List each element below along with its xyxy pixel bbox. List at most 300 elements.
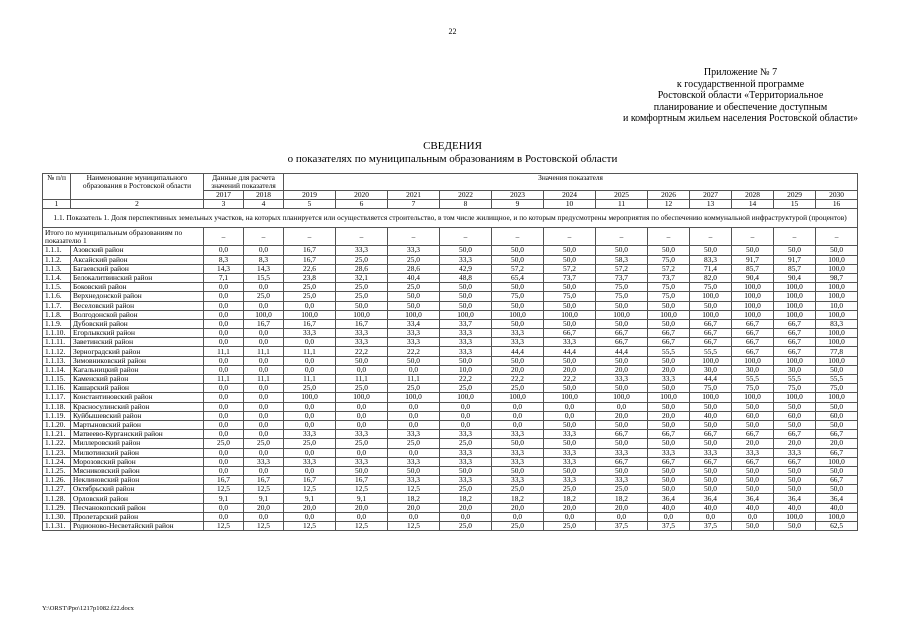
row-value: 50,0	[648, 356, 690, 365]
row-code: 1.1.8.	[43, 310, 71, 319]
row-value: 50,0	[816, 402, 858, 411]
table-row	[43, 430, 858, 439]
row-value: 37,5	[648, 522, 690, 531]
row-value: 16,7	[284, 255, 336, 264]
table-row	[43, 365, 858, 374]
row-value: 33,3	[648, 375, 690, 384]
total-value: –	[648, 228, 690, 246]
row-value: 66,7	[774, 338, 816, 347]
row-value: 25,0	[284, 439, 336, 448]
row-name: Зимовниковский район	[71, 356, 204, 365]
row-value: 100,0	[732, 292, 774, 301]
total-value: –	[204, 228, 244, 246]
total-value: –	[244, 228, 284, 246]
row-value: 0,0	[244, 466, 284, 475]
year-cell: 2018	[244, 191, 284, 200]
row-value: 66,7	[774, 319, 816, 328]
row-code: 1.1.16.	[43, 384, 71, 393]
row-name: Белокалитвинский район	[71, 273, 204, 282]
row-value: 28,6	[336, 264, 388, 273]
row-value: 0,0	[244, 301, 284, 310]
col-number-cell: 13	[690, 200, 732, 209]
row-value: 30,0	[774, 365, 816, 374]
row-value: 50,0	[732, 420, 774, 429]
table-row	[43, 512, 858, 521]
row-name: Матвеево-Курганский район	[71, 430, 204, 439]
row-value: 20,0	[544, 365, 596, 374]
row-value: 33,3	[440, 448, 492, 457]
total-row	[43, 228, 858, 246]
row-value: 100,0	[732, 310, 774, 319]
row-value: 50,0	[388, 356, 440, 365]
row-code: 1.1.24.	[43, 457, 71, 466]
row-value: 66,7	[690, 319, 732, 328]
row-value: 100,0	[440, 393, 492, 402]
table-row	[43, 255, 858, 264]
row-value: 33,3	[440, 329, 492, 338]
row-value: 22,2	[544, 375, 596, 384]
table-row	[43, 246, 858, 255]
row-value: 40,4	[388, 273, 440, 282]
row-value: 9,1	[204, 494, 244, 503]
row-value: 25,0	[544, 522, 596, 531]
row-value: 50,0	[732, 402, 774, 411]
row-value: 66,7	[732, 338, 774, 347]
col-number-cell: 12	[648, 200, 690, 209]
row-value: 30,0	[690, 365, 732, 374]
row-value: 33,3	[336, 329, 388, 338]
col-number-cell: 4	[244, 200, 284, 209]
year-cell: 2019	[284, 191, 336, 200]
row-value: 25,0	[492, 522, 544, 531]
row-value: 36,4	[774, 494, 816, 503]
year-cell: 2026	[648, 191, 690, 200]
row-value: 100,0	[816, 338, 858, 347]
row-value: 33,3	[544, 476, 596, 485]
table-row	[43, 356, 858, 365]
row-value: 50,0	[690, 420, 732, 429]
row-value: 22,2	[336, 347, 388, 356]
row-value: 0,0	[336, 411, 388, 420]
row-value: 85,7	[774, 264, 816, 273]
row-value: 44,4	[492, 347, 544, 356]
row-value: 50,0	[732, 466, 774, 475]
row-value: 20,0	[440, 503, 492, 512]
row-value: 100,0	[336, 393, 388, 402]
row-value: 22,2	[492, 375, 544, 384]
row-value: 57,2	[648, 264, 690, 273]
total-value: –	[732, 228, 774, 246]
row-value: 20,0	[648, 365, 690, 374]
row-value: 12,5	[284, 522, 336, 531]
row-value: 57,2	[544, 264, 596, 273]
row-value: 75,0	[816, 384, 858, 393]
row-value: 50,0	[732, 522, 774, 531]
year-cell: 2030	[816, 191, 858, 200]
row-code: 1.1.18.	[43, 402, 71, 411]
row-value: 16,7	[284, 319, 336, 328]
row-value: 66,7	[732, 319, 774, 328]
indicators-table	[42, 173, 858, 531]
row-value: 12,5	[336, 522, 388, 531]
row-code: 1.1.31.	[43, 522, 71, 531]
row-value: 33,3	[492, 448, 544, 457]
row-value: 33,4	[388, 319, 440, 328]
row-code: 1.1.23.	[43, 448, 71, 457]
row-value: 0,0	[596, 512, 648, 521]
row-code: 1.1.1.	[43, 246, 71, 255]
row-value: 25,0	[336, 283, 388, 292]
row-value: 25,0	[544, 485, 596, 494]
row-value: 25,0	[492, 384, 544, 393]
row-value: 66,7	[816, 430, 858, 439]
row-value: 0,0	[204, 338, 244, 347]
row-value: 100,0	[816, 512, 858, 521]
row-name: Кагальницкий район	[71, 365, 204, 374]
row-value: 100,0	[492, 393, 544, 402]
total-value: –	[816, 228, 858, 246]
row-name: Морозовский район	[71, 457, 204, 466]
row-value: 33,3	[284, 430, 336, 439]
row-value: 36,4	[648, 494, 690, 503]
row-value: 18,2	[544, 494, 596, 503]
section-title: 1.1. Показатель 1. Доля перспективных земельных участков, на которых планируется или осуществляется строительство, в том числе жилищное, и по которым предусмотрены мероприятия по обеспечению коммунальной инфраструктурой (процентов)	[43, 209, 858, 228]
row-value: 100,0	[596, 393, 648, 402]
row-value: 0,0	[204, 384, 244, 393]
row-value: 33,3	[284, 457, 336, 466]
row-value: 0,0	[440, 512, 492, 521]
row-value: 33,3	[544, 457, 596, 466]
row-value: 11,1	[336, 375, 388, 384]
row-value: 20,0	[596, 411, 648, 420]
col-number-cell: 16	[816, 200, 858, 209]
row-code: 1.1.22.	[43, 439, 71, 448]
row-value: 0,0	[336, 402, 388, 411]
header-calc: Данные для расчета значений показателя	[204, 174, 284, 191]
row-value: 50,0	[492, 319, 544, 328]
row-value: 50,0	[440, 246, 492, 255]
row-value: 100,0	[648, 393, 690, 402]
row-value: 50,0	[544, 384, 596, 393]
row-value: 0,0	[244, 283, 284, 292]
row-value: 0,0	[244, 246, 284, 255]
row-value: 73,7	[596, 273, 648, 282]
col-number-cell: 15	[774, 200, 816, 209]
row-value: 50,0	[596, 439, 648, 448]
row-value: 0,0	[284, 365, 336, 374]
table-row	[43, 393, 858, 402]
row-value: 0,0	[244, 420, 284, 429]
row-value: 0,0	[336, 420, 388, 429]
row-value: 90,4	[732, 273, 774, 282]
row-code: 1.1.28.	[43, 494, 71, 503]
row-code: 1.1.3.	[43, 264, 71, 273]
row-value: 50,0	[544, 356, 596, 365]
col-number-cell: 5	[284, 200, 336, 209]
row-value: 100,0	[816, 264, 858, 273]
row-value: 66,7	[774, 430, 816, 439]
row-value: 100,0	[774, 512, 816, 521]
row-value: 0,0	[284, 402, 336, 411]
row-code: 1.1.12.	[43, 347, 71, 356]
row-value: 75,0	[690, 283, 732, 292]
row-value: 25,0	[440, 439, 492, 448]
row-name: Куйбышевский район	[71, 411, 204, 420]
row-code: 1.1.25.	[43, 466, 71, 475]
row-value: 20,0	[284, 503, 336, 512]
row-value: 50,0	[774, 420, 816, 429]
row-value: 0,0	[244, 448, 284, 457]
page-number: 22	[448, 27, 457, 36]
row-value: 73,7	[544, 273, 596, 282]
row-value: 55,5	[648, 347, 690, 356]
row-value: 75,0	[596, 283, 648, 292]
row-value: 100,0	[388, 393, 440, 402]
row-value: 0,0	[204, 503, 244, 512]
row-value: 50,0	[544, 283, 596, 292]
table-row	[43, 310, 858, 319]
col-number-cell: 2	[71, 200, 204, 209]
row-value: 50,0	[544, 319, 596, 328]
row-value: 25,0	[244, 439, 284, 448]
row-value: 25,0	[336, 384, 388, 393]
row-value: 40,0	[648, 503, 690, 512]
row-value: 0,0	[284, 301, 336, 310]
table-row	[43, 347, 858, 356]
row-value: 25,0	[388, 283, 440, 292]
row-value: 66,7	[690, 430, 732, 439]
row-value: 50,0	[388, 292, 440, 301]
row-value: 20,0	[388, 503, 440, 512]
row-value: 0,0	[204, 457, 244, 466]
year-cell: 2017	[204, 191, 244, 200]
row-value: 12,5	[284, 485, 336, 494]
row-value: 0,0	[204, 420, 244, 429]
row-value: 50,0	[816, 466, 858, 475]
row-value: 0,0	[284, 448, 336, 457]
row-value: 66,7	[732, 430, 774, 439]
row-code: 1.1.9.	[43, 319, 71, 328]
row-value: 44,4	[544, 347, 596, 356]
row-value: 11,1	[388, 375, 440, 384]
row-value: 10,0	[816, 301, 858, 310]
row-value: 50,0	[492, 246, 544, 255]
row-value: 50,0	[492, 466, 544, 475]
row-name: Кашарский район	[71, 384, 204, 393]
row-value: 66,7	[774, 457, 816, 466]
row-value: 50,0	[648, 402, 690, 411]
row-value: 33,7	[440, 319, 492, 328]
row-value: 50,0	[816, 485, 858, 494]
row-value: 75,0	[732, 384, 774, 393]
row-value: 40,0	[690, 411, 732, 420]
row-name: Зерноградский район	[71, 347, 204, 356]
row-code: 1.1.10.	[43, 329, 71, 338]
row-value: 50,0	[544, 301, 596, 310]
row-value: 83,3	[690, 255, 732, 264]
row-value: 0,0	[204, 402, 244, 411]
row-value: 85,7	[732, 264, 774, 273]
row-value: 60,0	[816, 411, 858, 420]
row-value: 66,7	[648, 338, 690, 347]
row-value: 16,7	[284, 476, 336, 485]
row-value: 22,2	[440, 375, 492, 384]
row-value: 91,7	[774, 255, 816, 264]
row-value: 50,0	[492, 439, 544, 448]
row-value: 0,0	[284, 420, 336, 429]
row-value: 0,0	[440, 411, 492, 420]
row-value: 100,0	[816, 393, 858, 402]
appendix-line: к государственной программе	[676, 78, 805, 90]
row-value: 50,0	[440, 283, 492, 292]
row-value: 25,0	[284, 283, 336, 292]
row-value: 100,0	[816, 457, 858, 466]
row-code: 1.1.30.	[43, 512, 71, 521]
row-value: 100,0	[648, 310, 690, 319]
row-value: 0,0	[690, 512, 732, 521]
row-value: 22,6	[284, 264, 336, 273]
table-row	[43, 448, 858, 457]
row-value: 0,0	[244, 356, 284, 365]
row-value: 50,0	[596, 384, 648, 393]
row-value: 0,0	[388, 402, 440, 411]
total-value: –	[596, 228, 648, 246]
row-value: 20,0	[492, 365, 544, 374]
row-value: 0,0	[244, 402, 284, 411]
row-value: 100,0	[492, 310, 544, 319]
row-value: 33,3	[388, 457, 440, 466]
row-value: 0,0	[244, 512, 284, 521]
row-value: 50,0	[690, 485, 732, 494]
file-path: Y:\ORST\Ppo\1217p1082.f22.docx	[42, 605, 134, 612]
row-value: 33,3	[440, 430, 492, 439]
row-value: 91,7	[732, 255, 774, 264]
row-code: 1.1.19.	[43, 411, 71, 420]
row-value: 50,0	[596, 319, 648, 328]
row-value: 100,0	[774, 356, 816, 365]
table-row	[43, 283, 858, 292]
row-value: 50,0	[690, 301, 732, 310]
header-values: Значения показателя	[284, 174, 858, 191]
row-value: 20,0	[492, 503, 544, 512]
row-name: Каменский район	[71, 375, 204, 384]
row-value: 50,0	[596, 420, 648, 429]
row-value: 0,0	[596, 402, 648, 411]
table-row	[43, 457, 858, 466]
row-value: 66,7	[596, 329, 648, 338]
year-cell: 2028	[732, 191, 774, 200]
row-value: 100,0	[336, 310, 388, 319]
row-value: 33,3	[596, 375, 648, 384]
row-value: 100,0	[732, 393, 774, 402]
row-value: 66,7	[648, 329, 690, 338]
row-value: 20,0	[244, 503, 284, 512]
row-value: 75,0	[648, 292, 690, 301]
row-code: 1.1.6.	[43, 292, 71, 301]
row-value: 75,0	[690, 384, 732, 393]
row-value: 90,4	[774, 273, 816, 282]
row-value: 50,0	[732, 476, 774, 485]
row-value: 50,0	[690, 476, 732, 485]
table-row	[43, 319, 858, 328]
row-value: 75,0	[648, 255, 690, 264]
row-value: 15,5	[244, 273, 284, 282]
row-value: 66,7	[648, 430, 690, 439]
row-value: 18,2	[440, 494, 492, 503]
row-value: 30,0	[732, 365, 774, 374]
row-value: 0,0	[284, 356, 336, 365]
row-code: 1.1.20.	[43, 420, 71, 429]
row-value: 37,5	[596, 522, 648, 531]
row-value: 25,0	[388, 439, 440, 448]
table-row	[43, 494, 858, 503]
col-number-cell: 11	[596, 200, 648, 209]
row-value: 50,0	[388, 466, 440, 475]
row-value: 12,5	[204, 522, 244, 531]
row-value: 33,3	[336, 457, 388, 466]
table-row	[43, 338, 858, 347]
row-name: Верхнедонской район	[71, 292, 204, 301]
row-value: 0,0	[492, 512, 544, 521]
row-value: 0,0	[204, 283, 244, 292]
row-value: 66,7	[816, 476, 858, 485]
year-cell: 2020	[336, 191, 388, 200]
row-value: 100,0	[774, 301, 816, 310]
row-value: 50,0	[596, 301, 648, 310]
row-value: 33,3	[336, 338, 388, 347]
row-value: 33,3	[544, 448, 596, 457]
row-value: 12,5	[388, 522, 440, 531]
row-value: 71,4	[690, 264, 732, 273]
row-value: 50,0	[774, 476, 816, 485]
row-name: Заветинский район	[71, 338, 204, 347]
row-value: 66,7	[596, 430, 648, 439]
row-value: 33,3	[244, 457, 284, 466]
row-value: 75,0	[596, 292, 648, 301]
row-code: 1.1.15.	[43, 375, 71, 384]
row-value: 20,0	[544, 503, 596, 512]
row-code: 1.1.4.	[43, 273, 71, 282]
row-value: 100,0	[816, 292, 858, 301]
row-value: 50,0	[492, 301, 544, 310]
row-value: 33,3	[284, 329, 336, 338]
row-value: 0,0	[204, 292, 244, 301]
row-value: 37,5	[690, 522, 732, 531]
row-name: Пролетарский район	[71, 512, 204, 521]
row-value: 12,5	[388, 485, 440, 494]
row-value: 50,0	[336, 466, 388, 475]
row-value: 0,0	[284, 338, 336, 347]
row-value: 0,0	[336, 448, 388, 457]
row-value: 0,0	[544, 411, 596, 420]
row-value: 0,0	[284, 466, 336, 475]
row-value: 50,0	[690, 466, 732, 475]
appendix-block	[623, 67, 858, 125]
row-value: 33,3	[544, 338, 596, 347]
year-cell: 2021	[388, 191, 440, 200]
row-value: 100,0	[544, 310, 596, 319]
row-value: 100,0	[732, 356, 774, 365]
row-value: 100,0	[388, 310, 440, 319]
row-value: 50,0	[440, 301, 492, 310]
row-code: 1.1.21.	[43, 430, 71, 439]
row-value: 55,5	[816, 375, 858, 384]
row-value: 0,0	[204, 466, 244, 475]
row-value: 50,0	[492, 283, 544, 292]
row-value: 0,0	[440, 402, 492, 411]
document-title: СВЕДЕНИЯ	[423, 140, 482, 152]
row-value: 100,0	[774, 393, 816, 402]
